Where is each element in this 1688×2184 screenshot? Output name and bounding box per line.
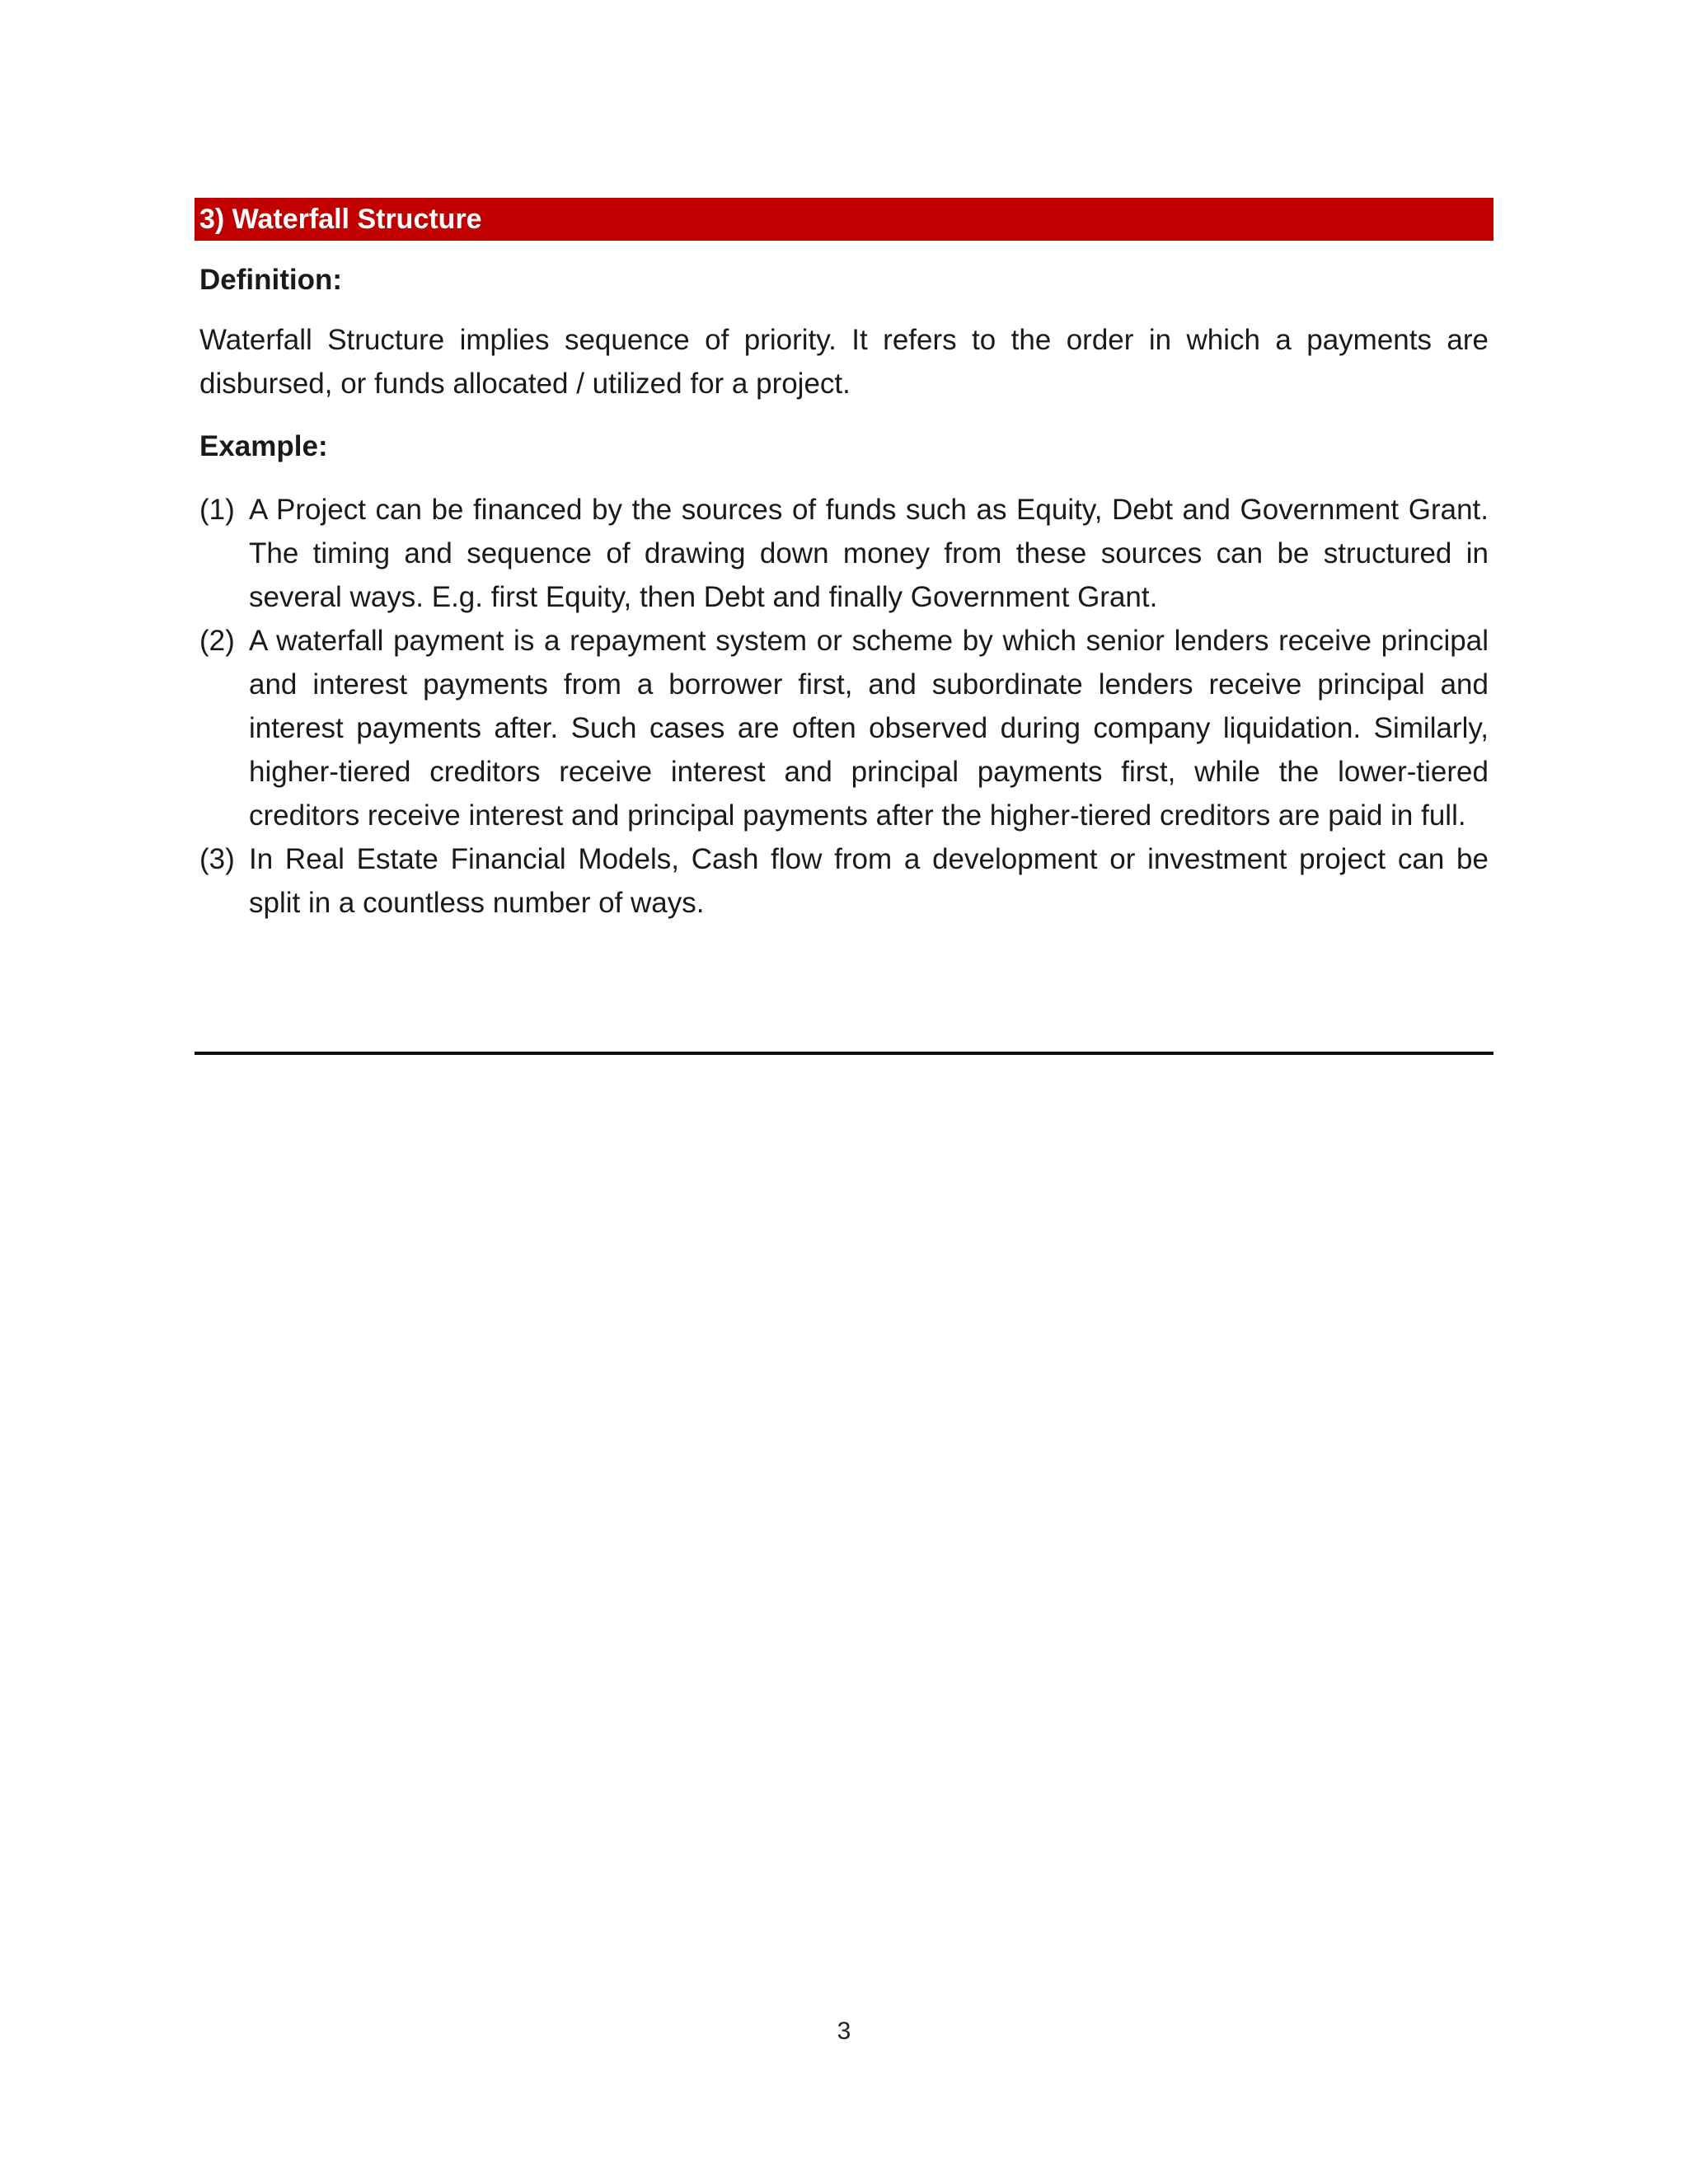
list-item-number: (3) [199,843,235,875]
list-item-text: A Project can be financed by the sources of funds such as Equity, Debt and Government Grant. The timing and sequence of drawing down money from these sources can be structured in several ways. E.g. first Equity, then Debt and finally Government Grant. [249,494,1489,613]
section-heading-banner [195,198,1493,241]
list-item-number: (2) [199,625,235,657]
list-item [199,837,1489,925]
definition-heading: Definition: [199,264,343,296]
list-item [199,488,1489,619]
list-item [199,619,1489,837]
section-divider-rule [195,1052,1493,1055]
section-title: 3) Waterfall Structure [199,204,482,235]
definition-paragraph: Waterfall Structure implies sequence of priority. It refers to the order in which a payments are disbursed, or funds allocated / utilized for a project. [199,324,1489,400]
example-heading: Example: [199,430,328,462]
list-item-number: (1) [199,494,235,526]
example-list [195,488,1493,925]
page-content [195,198,1493,925]
page-number: 3 [837,2018,851,2045]
list-item-text: In Real Estate Financial Models, Cash flow from a development or investment project can be split in a countless number of ways. [249,843,1489,919]
list-item-text: A waterfall payment is a repayment system or scheme by which senior lenders receive principal and interest payments from a borrower first, and subordinate lenders receive principal and interest payments after. Such cases are often observed during company liquidation. Similarly, higher-tiered creditors receive interest and principal payments first, while the lower-tiered creditors receive interest and principal payments after the higher-tiered creditors are paid in full. [249,625,1489,832]
